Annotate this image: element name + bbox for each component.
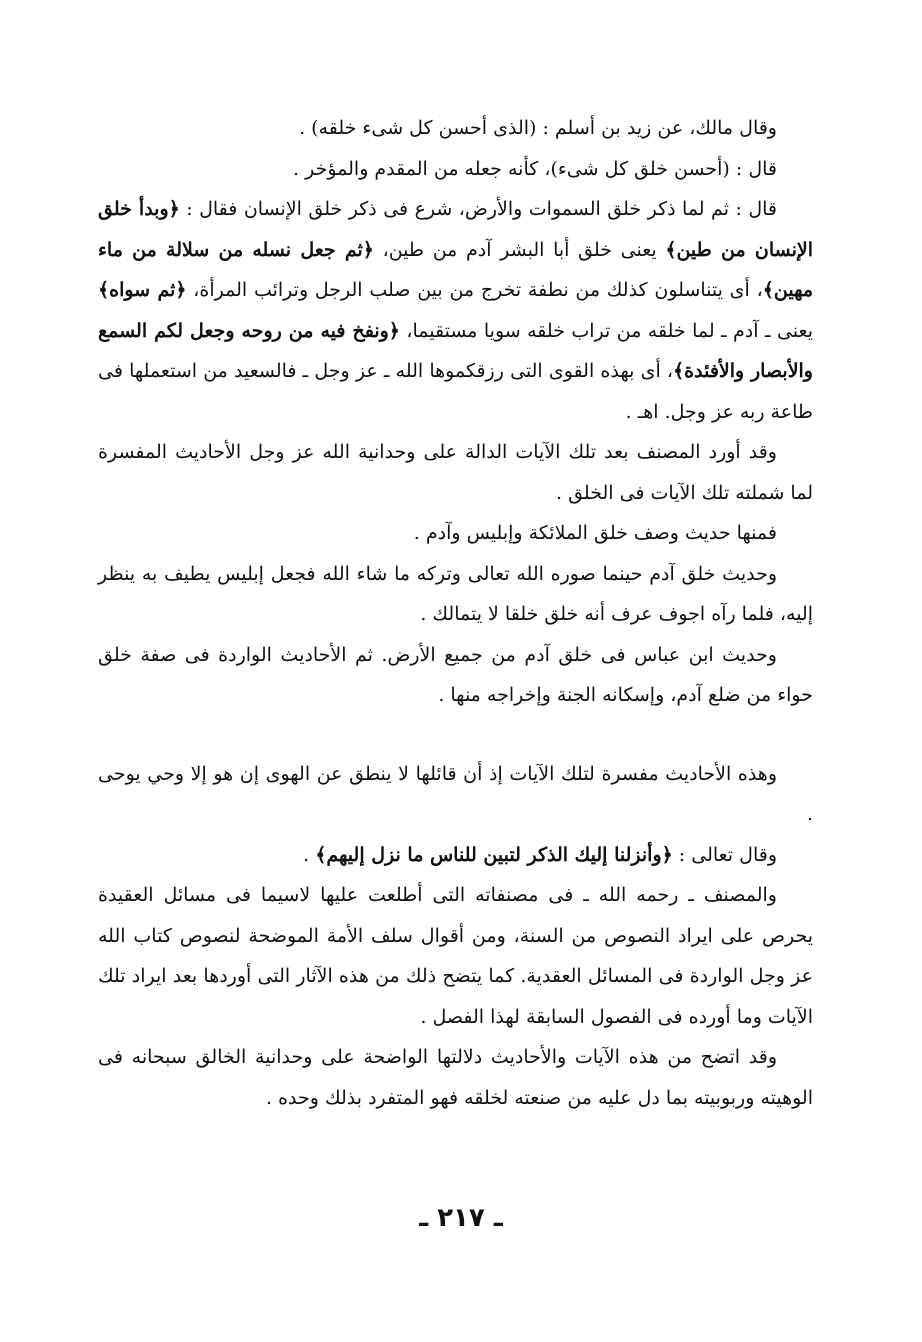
paragraph-5: فمنها حديث وصف خلق الملائكة وإبليس وآدم . — [413, 522, 777, 544]
quran-verse-3: ﴿ثم سواه﴾ — [98, 279, 187, 301]
paragraph-1: وقال مالك، عن زيد بن أسلم : (الذى أحسن كل شىء خلقه) . — [299, 117, 777, 139]
paragraph-9-text-2: . — [303, 843, 316, 866]
quran-verse-1: ﴿وبدأ خلق الإنسان من طين﴾ — [98, 198, 813, 261]
paragraph-7: وحديث ابن عباس فى خلق آدم من جميع الأرض. ثم الأحاديث الواردة فى صفة خلق حواء من ضلع آدم، وإسكانه الجنة وإخراجه منها . — [98, 643, 813, 706]
quran-verse-2: ﴿ثم جعل نسله من سلالة من ماء مهين﴾ — [98, 238, 813, 301]
document-body — [98, 108, 813, 1118]
paragraph-6: وحديث خلق آدم حينما صوره الله تعالى وتركه ما شاء الله فجعل إبليس يطيف به ينظر إليه، فلما رآه اجوف عرف أنه خلق خلقا لا يتمالك . — [98, 562, 813, 625]
paragraph-3-text-4: يعنى ـ آدم ـ لما خلقه من تراب خلقه سويا مستقيما، — [399, 319, 813, 342]
paragraph-4: وقد أورد المصنف بعد تلك الآيات الدالة على وحدانية الله عز وجل الأحاديث المفسرة لما شملته تلك الآيات فى الخلق . — [98, 441, 813, 504]
page-number: ـ ٢١٧ ـ — [419, 1203, 503, 1233]
paragraph-11: وقد اتضح من هذه الآيات والأحاديث دلالتها الواضحة على وحدانية الخالق سبحانه فى الوهيته وربوبيته بما دل عليه من صنعته لخلقه فهو المتفرد بذلك وحده . — [98, 1046, 813, 1109]
paragraph-3-text-5: ، أى بهذه القوى التى رزقكموها الله ـ عز وجل ـ فالسعيد من استعملها فى طاعة ربه عز وجل. اهـ . — [98, 360, 813, 423]
paragraph-3-text-1: قال : ثم لما ذكر خلق السموات والأرض، شرع فى ذكر خلق الإنسان فقال : — [179, 198, 777, 220]
paragraph-10: والمصنف ـ رحمه الله ـ فى مصنفاته التى أطلعت عليها لاسيما فى مسائل العقيدة يحرص على ايراد النصوص من السنة، ومن أقوال سلف الأمة الموضحة لنصوص كتاب الله عز وجل الواردة فى المسائل العقدية. كما يتضح ذلك من هذه الآثار التى أوردها بعد ايراد تلك الآيات وما أورده فى الفصول السابقة لهذا الفصل . — [98, 884, 813, 1028]
paragraph-2: قال : (أحسن خلق كل شىء)، كأنه جعله من المقدم والمؤخر . — [293, 157, 777, 180]
paragraph-3 — [98, 189, 813, 432]
paragraph-9-text-1: وقال تعالى : — [672, 843, 777, 866]
paragraph-3-text-3: ، أى يتناسلون كذلك من نطفة تخرج من بين صلب الرجل وترائب المرأة، — [186, 279, 763, 301]
paragraph-3-text-2: يعنى خلق أبا البشر آدم من طين، — [373, 238, 666, 261]
paragraph-8: وهذه الأحاديث مفسرة لتلك الآيات إذ أن قائلها لا ينطق عن الهوى إن هو إلا وحي يوحى . — [98, 762, 813, 825]
paragraph-9 — [98, 835, 813, 876]
quran-verse-4: ﴿ونفخ فيه من روحه وجعل لكم السمع والأبصار والأفئدة﴾ — [98, 319, 813, 382]
quran-verse-5: ﴿وأنزلنا إليك الذكر لتبين للناس ما نزل إليهم﴾ — [315, 843, 673, 866]
section-spacer — [98, 716, 813, 754]
